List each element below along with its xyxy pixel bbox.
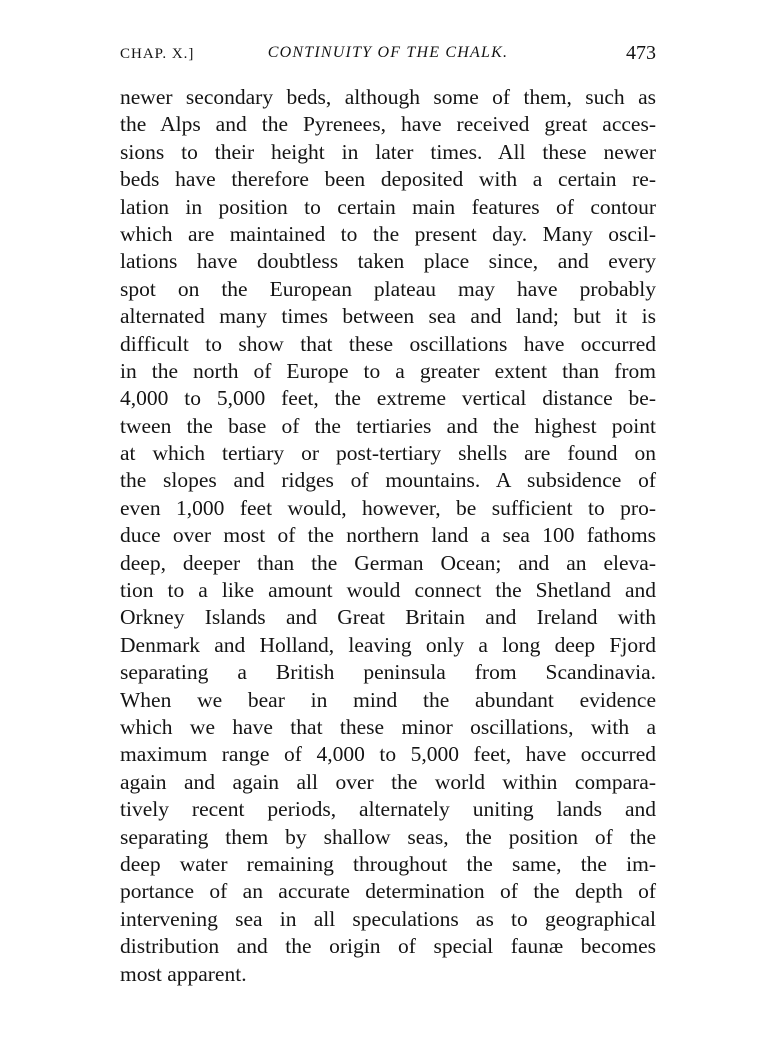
text-line: separating a British peninsula from Scandinavia.: [120, 660, 656, 685]
text-line: deep water remaining throughout the same, the im-: [120, 851, 656, 876]
text-line: distribution and the origin of special faunæ becomes: [120, 934, 656, 959]
running-head: [120, 42, 656, 68]
text-line: Orkney Islands and Great Britain and Ireland with: [120, 605, 656, 630]
text-line: separating them by shallow seas, the position of the: [120, 824, 656, 849]
text-line: the slopes and ridges of mountains. A subsidence of: [120, 468, 656, 493]
text-line: 4,000 to 5,000 feet, the extreme vertical distance be-: [120, 386, 656, 411]
text-line: lation in position to certain main features of contour: [120, 194, 656, 219]
text-line: maximum range of 4,000 to 5,000 feet, have occurred: [120, 742, 656, 767]
text-line: Denmark and Holland, leaving only a long deep Fjord: [120, 632, 656, 657]
text-line: When we bear in mind the abundant evidence: [120, 687, 656, 712]
text-line: at which tertiary or post-tertiary shells are found on: [120, 441, 656, 466]
text-line: which we have that these minor oscillations, with a: [120, 714, 656, 739]
text-line: the Alps and the Pyrenees, have received great acces-: [120, 112, 656, 137]
text-line: sions to their height in later times. All these newer: [120, 139, 656, 164]
text-line: alternated many times between sea and land; but it is: [120, 304, 656, 329]
text-line: intervening sea in all speculations as to geographical: [120, 906, 656, 931]
text-line: in the north of Europe to a greater extent than from: [120, 358, 656, 383]
text-line: tween the base of the tertiaries and the highest point: [120, 413, 656, 438]
text-line: even 1,000 feet would, however, be sufficient to pro-: [120, 495, 656, 520]
text-line: difficult to show that these oscillations have occurred: [120, 331, 656, 356]
body-paragraph: [120, 84, 656, 988]
chapter-label: CHAP. X.]: [120, 46, 195, 62]
text-line: beds have therefore been deposited with a certain re-: [120, 167, 656, 192]
text-line: which are maintained to the present day. Many oscil-: [120, 221, 656, 246]
text-line: lations have doubtless taken place since, and every: [120, 249, 656, 274]
text-line: tion to a like amount would connect the Shetland and: [120, 578, 656, 603]
text-line: deep, deeper than the German Ocean; and an eleva-: [120, 550, 656, 575]
text-line: duce over most of the northern land a sea 100 fathoms: [120, 523, 656, 548]
page-number: 473: [626, 42, 656, 64]
text-line: spot on the European plateau may have probably: [120, 276, 656, 301]
running-title: CONTINUITY OF THE CHALK.: [267, 44, 509, 61]
text-line: portance of an accurate determination of the depth of: [120, 879, 656, 904]
text-line: newer secondary beds, although some of them, such as: [120, 85, 656, 109]
text-line: again and again all over the world within compara-: [120, 769, 656, 794]
text-line: tively recent periods, alternately uniting lands and: [120, 797, 656, 822]
text-line: most apparent.: [120, 961, 247, 986]
